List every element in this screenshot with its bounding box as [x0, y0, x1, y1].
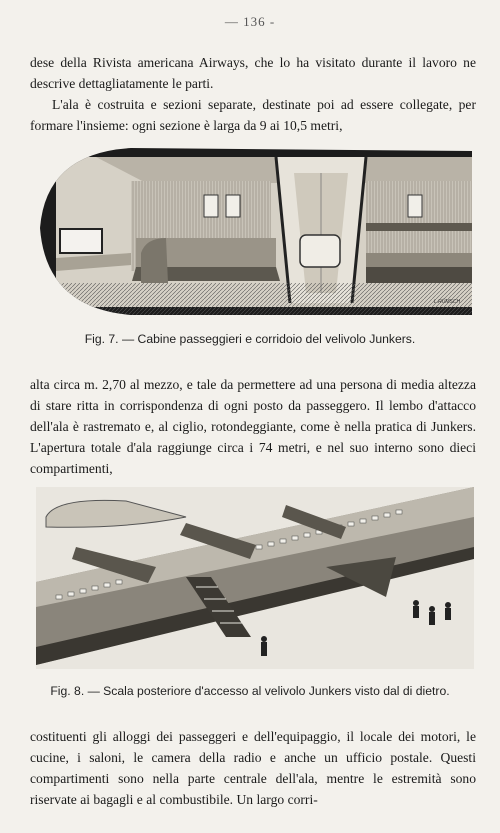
lower-berth — [366, 253, 472, 267]
paragraph-4: costituenti gli alloggi dei passeggeri e dell'equipaggio, il locale dei motori, le cucine, i saloni, le camera della radio e anche un ufficio postale. Questi compartimenti sono nella parte centrale dell'ala, mentre le estremità sono riservate ai bagagli e al combustibile. Un largo corri- — [30, 729, 476, 807]
artist-signature: L.RÜMSCH — [434, 299, 461, 305]
left-window — [60, 229, 102, 253]
cabin-window — [226, 195, 240, 217]
figure-8-caption: Fig. 8. — Scala posteriore d'accesso al velivolo Junkers visto dal di dietro. — [50, 684, 450, 698]
paragraph-3: alta circa m. 2,70 al mezzo, e tale da permettere ad una persona di media altezza di stare ritta in corrispondenza di ogni posto da passeggero. Il lembo d'attacco dell'ala è rastremato e, al ciglio, rotondeggiante, come è nella pratica di Junkers. L'apertura totale d'ala raggiunge circa i 74 metri, e nel suo interno sono dieci compartimenti, — [30, 377, 476, 476]
corridor-bench — [300, 235, 340, 267]
figure-7-caption: Fig. 7. — Cabine passeggieri e corridoio del velivolo Junkers. — [84, 332, 416, 346]
paragraph-1: dese della Rivista americana Airways, che lo ha visitato durante il lavoro ne descrive dettagliatamente le parti. — [30, 55, 476, 91]
cabin-window — [204, 195, 218, 217]
upper-berth — [366, 223, 472, 231]
paragraph-2: L'ala è costruita e sezioni separate, destinate poi ad essere collegate, per formare l'insieme: ogni sezione è larga da 9 ai 10,5 metri, — [30, 97, 476, 133]
figure-8-illustration — [36, 487, 474, 669]
page-number: — 136 - — [224, 14, 276, 29]
figure-7-illustration — [36, 143, 472, 321]
